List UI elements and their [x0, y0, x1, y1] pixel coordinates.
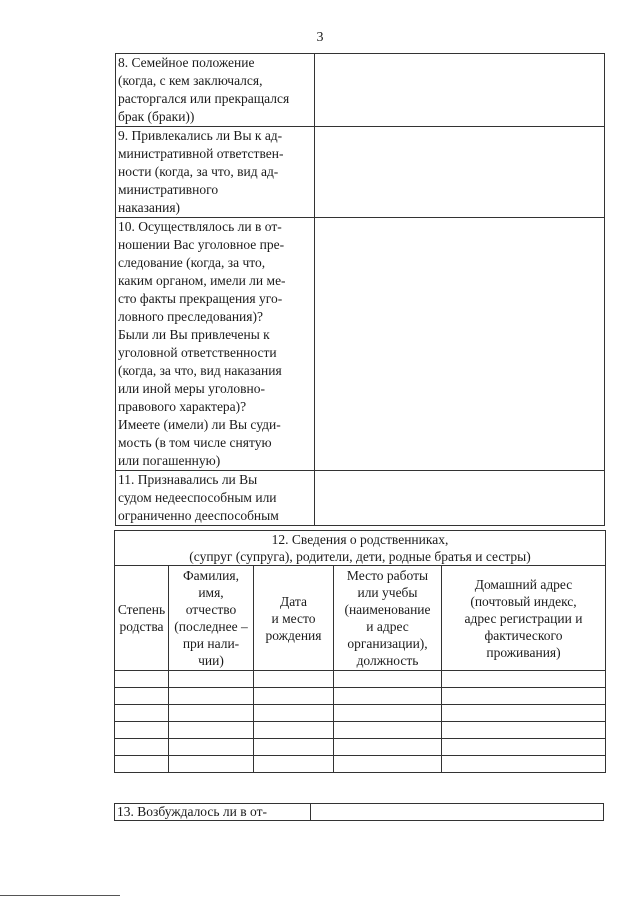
relative-cell[interactable]: [442, 688, 606, 705]
footnote-separator: [0, 895, 120, 896]
relative-cell[interactable]: [254, 739, 334, 756]
relative-cell[interactable]: [254, 671, 334, 688]
relative-cell[interactable]: [334, 688, 442, 705]
relative-row: [115, 705, 606, 722]
question-label-11: 11. Признавались ли Вы судом недееспособным или ограниченно дееспособным: [116, 471, 315, 526]
relative-cell[interactable]: [169, 705, 254, 722]
answer-cell-11[interactable]: [315, 471, 605, 526]
relative-cell[interactable]: [254, 722, 334, 739]
question-label-13: 13. Возбуждалось ли в от-: [115, 804, 311, 821]
relative-cell[interactable]: [334, 739, 442, 756]
relatives-title: 12. Сведения о родственниках, (супруг (супруга), родители, дети, родные братья и сестры): [115, 531, 606, 566]
answer-cell-13[interactable]: [311, 804, 604, 821]
header-workplace: Место работы или учебы (наименование и адрес организации), должность: [334, 566, 442, 671]
relative-cell[interactable]: [442, 739, 606, 756]
question-row-13: [115, 804, 604, 821]
question-row-11: [116, 471, 605, 526]
relative-row: [115, 722, 606, 739]
page-number: 3: [316, 30, 324, 45]
header-full-name: Фамилия, имя, отчество (последнее – при нали- чии): [169, 566, 254, 671]
relative-cell[interactable]: [169, 739, 254, 756]
relative-cell[interactable]: [442, 705, 606, 722]
relative-cell[interactable]: [334, 722, 442, 739]
relative-cell[interactable]: [169, 756, 254, 773]
relative-cell[interactable]: [254, 688, 334, 705]
relative-cell[interactable]: [169, 671, 254, 688]
relative-cell[interactable]: [334, 705, 442, 722]
relative-row: [115, 756, 606, 773]
relative-cell[interactable]: [254, 756, 334, 773]
relative-cell[interactable]: [115, 756, 169, 773]
question-label-9: 9. Привлекались ли Вы к ад- министративной ответствен- ности (когда, за что, вид ад- министративного наказания): [116, 127, 315, 218]
answer-cell-10[interactable]: [315, 218, 605, 471]
answer-cell-9[interactable]: [315, 127, 605, 218]
relative-cell[interactable]: [115, 688, 169, 705]
question-label-8: 8. Семейное положение (когда, с кем заключался, расторгался или прекращался брак (браки)): [116, 54, 315, 127]
header-relation: Степень родства: [115, 566, 169, 671]
relative-cell[interactable]: [442, 671, 606, 688]
question-label-10: 10. Осуществлялось ли в от- ношении Вас уголовное пре- следование (когда, за что, каким органом, имели ли ме- сто факты прекращения уго- ловного преследования)? Были ли Вы привлечены к уголовной ответственности (когда, за что, вид наказания или иной меры уголовно- правового характера)? Имеете (имели) ли Вы суди- мость (в том числе снятую или погашенную): [116, 218, 315, 471]
relatives-header-row: [115, 566, 606, 671]
relative-row: [115, 739, 606, 756]
relative-cell[interactable]: [442, 756, 606, 773]
question-row-10: [116, 218, 605, 471]
header-home-address: Домашний адрес (почтовый индекс, адрес регистрации и фактического проживания): [442, 566, 606, 671]
relative-cell[interactable]: [115, 739, 169, 756]
relative-cell[interactable]: [169, 722, 254, 739]
header-birth: Дата и место рождения: [254, 566, 334, 671]
relative-cell[interactable]: [115, 722, 169, 739]
question-row-9: [116, 127, 605, 218]
relative-cell[interactable]: [442, 722, 606, 739]
relative-cell[interactable]: [334, 756, 442, 773]
question-13-table: [114, 803, 604, 821]
relatives-table: [114, 530, 606, 773]
question-row-8: [116, 54, 605, 127]
relative-cell[interactable]: [169, 688, 254, 705]
questionnaire-table: [115, 53, 605, 526]
relative-row: [115, 671, 606, 688]
relative-cell[interactable]: [115, 705, 169, 722]
relative-cell[interactable]: [334, 671, 442, 688]
relative-cell[interactable]: [115, 671, 169, 688]
answer-cell-8[interactable]: [315, 54, 605, 127]
relative-cell[interactable]: [254, 705, 334, 722]
relative-row: [115, 688, 606, 705]
